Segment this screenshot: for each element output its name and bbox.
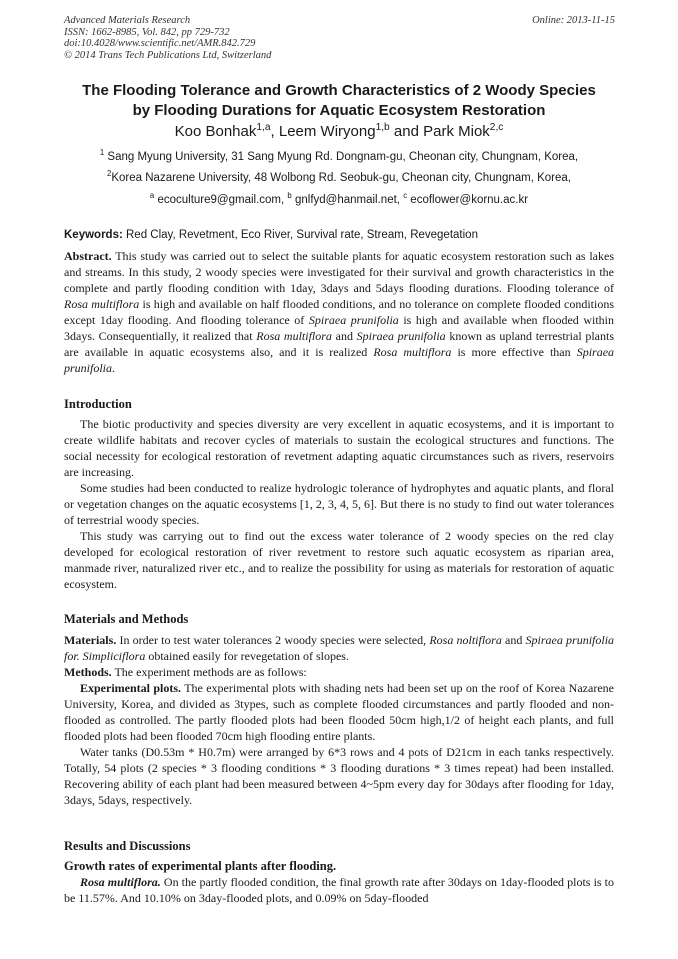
- online-date: Online: 2013-11-15: [532, 15, 615, 26]
- email-c[interactable]: ecoflower@kornu.ac.kr: [410, 194, 529, 206]
- paragraph: Water tanks (D0.53m * H0.7m) were arranged by 6*3 rows and 4 pots of D21cm in each tanks respectively. Totally, 54 plots (2 species * 3 flooding conditions * 3 flooding durations * 3 times repeat) had been installed. Recovering ability of each plant had been measured between 4~5pm every day for 30days after flooding for 1day, 3days, 5days, respectively.: [64, 745, 614, 807]
- author-list: [40, 122, 638, 142]
- paragraph: The biotic productivity and species diversity are very excellent in aquatic ecosystems, and it is important to create wildlife habitats and recover cycles of materials to sustain the ecological structures and functions. The social necessity for ecological restoration of revetment adapting aquatic circumstances such as rivers, reservoirs are increasing.: [64, 417, 614, 479]
- run-in-label: Materials.: [64, 633, 117, 647]
- journal-name: Advanced Materials Research: [64, 15, 191, 26]
- email-a[interactable]: ecoculture9@gmail.com,: [157, 194, 285, 206]
- species-name: Spiraea prunifolia for. Simpliciflora: [64, 633, 615, 663]
- paragraph-text: The experimental plots with shading nets had been set up on the roof of Korea Nazarene University, Korea, and divided as 3types, such as complete flooded circumstances and partly flooded and non-flooded as controlled. The partly flooded plots had been flooded 50cm high,1/2 of height each plants, and full flooded plots had been flooded 70cm high flooding entire plants.: [64, 681, 614, 743]
- species-name: Rosa multiflora: [256, 329, 332, 343]
- journal-info: [64, 15, 271, 61]
- keywords-text: Red Clay, Revetment, Eco River, Survival rate, Stream, Revegetation: [126, 229, 478, 241]
- title-line-2: by Flooding Durations for Aquatic Ecosystem Restoration: [132, 102, 546, 119]
- paragraph: [64, 874, 614, 906]
- abstract-text: .: [112, 361, 116, 375]
- abstract-text: is high and available on half flooded conditions, and no tolerance on complete flooded conditions except 1day flooding. And flooding tolerance of: [64, 297, 615, 327]
- paragraph-text: The experiment methods are as follows:: [114, 665, 307, 679]
- affiliation-2: [40, 171, 638, 185]
- methods-body: [64, 632, 614, 808]
- run-in-label: Experimental plots.: [80, 681, 182, 695]
- author-name: Park Miok: [423, 123, 490, 140]
- introduction-body: [64, 416, 614, 592]
- author-name: Koo Bonhak: [174, 123, 257, 140]
- results-heading: Results and Discussions: [64, 839, 191, 853]
- paragraph-text: and: [505, 633, 523, 647]
- species-name: Spiraea prunifolia: [356, 329, 446, 343]
- paragraph-text: In order to test water tolerances 2 woody species were selected,: [119, 633, 427, 647]
- paragraph: This study was carrying out to find out the excess water tolerance of 2 woody species on the red clay developed for ecological restoration of river revetment to restore such aquatic ecosystem as riparian area, manmade river, naturalized river etc., and to realize the possibility for using as materials for restoration of aquatic ecosystem.: [64, 529, 614, 591]
- methods-heading: Materials and Methods: [64, 612, 189, 626]
- abstract: [64, 248, 614, 376]
- species-name: Spiraea prunifolia: [64, 345, 615, 375]
- paragraph-text: obtained easily for revegetation of slopes.: [148, 649, 349, 663]
- email-sup: b: [287, 191, 292, 201]
- author-sup: 1,b: [375, 122, 390, 133]
- affiliation-sup: 2: [107, 169, 112, 179]
- species-name: Rosa multiflora: [373, 345, 452, 359]
- author-separator: and: [389, 123, 424, 140]
- copyright-line: © 2014 Trans Tech Publications Ltd, Switzerland: [64, 49, 272, 61]
- introduction-heading: Introduction: [64, 397, 132, 411]
- author-sup: 2,c: [489, 122, 504, 133]
- affiliation-1: [40, 150, 638, 164]
- paragraph: Some studies had been conducted to realize hydrologic tolerance of hydrophytes and aquatic plants, and floral or vegetation changes on the aquatic ecosystems [1, 2, 3, 4, 5, 6]. But there is no study to find out water tolerances of terrestrial woody species.: [64, 481, 614, 527]
- results-body: [64, 874, 614, 906]
- email-line: [40, 193, 638, 207]
- author-name: Leem Wiryong: [278, 123, 376, 140]
- keywords: [64, 228, 478, 242]
- abstract-text: and: [335, 329, 353, 343]
- abstract-text: is more effective than: [457, 345, 571, 359]
- species-name: Spiraea prunifolia: [308, 313, 399, 327]
- paragraph-text: On the partly flooded condition, the final growth rate after 30days on 1day-flooded plots is to be 11.57%. And 10.10% on 3day-flooded plots, and 0.09% on 5day-flooded: [64, 875, 615, 905]
- abstract-label: Abstract.: [64, 249, 112, 263]
- email-sup: a: [149, 191, 155, 201]
- paragraph: [64, 632, 614, 664]
- affiliation-text: Korea Nazarene University, 48 Wolbong Rd. Seobuk-gu, Cheonan city, Chungnam, Korea,: [111, 172, 571, 184]
- species-name: Rosa multiflora: [64, 297, 140, 311]
- abstract-text: This study was carried out to select the suitable plants for aquatic ecosystem restoration such as lakes and streams. In this study, 2 woody species were investigated for their survival and growth characteristics in the complete and partly flooding condition with 1day, 3days and 5days flooding durations. Flooding tolerance of: [64, 249, 614, 295]
- abstract-text: known as upland terrestrial plants are available in aquatic ecosystems also, and it is realized: [64, 329, 615, 359]
- paragraph: [64, 664, 614, 680]
- affiliation-text: Sang Myung University, 31 Sang Myung Rd. Dongnam-gu, Cheonan city, Chungnam, Korea,: [107, 151, 579, 163]
- species-name: Rosa multiflora.: [80, 875, 161, 889]
- issn-line: ISSN: 1662-8985, Vol. 842, pp 729-732: [64, 26, 230, 38]
- species-name: Rosa noltiflora: [429, 633, 502, 647]
- email-sup: c: [403, 191, 408, 201]
- paper-title: [40, 81, 638, 121]
- email-b[interactable]: gnlfyd@hanmail.net,: [294, 194, 400, 206]
- doi-line[interactable]: doi:10.4028/www.scientific.net/AMR.842.729: [64, 38, 256, 49]
- affiliation-sup: 1: [99, 148, 105, 158]
- abstract-text: is high and available when flooded within 3days. Consequentially, it realized that: [64, 313, 614, 343]
- author-separator: ,: [270, 123, 279, 140]
- run-in-label: Methods.: [64, 665, 112, 679]
- paragraph: [64, 680, 614, 744]
- title-line-1: The Flooding Tolerance and Growth Characteristics of 2 Woody Species: [82, 82, 596, 99]
- author-sup: 1,a: [256, 122, 271, 133]
- results-subheading: Growth rates of experimental plants after flooding.: [64, 859, 337, 873]
- keywords-label: Keywords:: [64, 229, 123, 241]
